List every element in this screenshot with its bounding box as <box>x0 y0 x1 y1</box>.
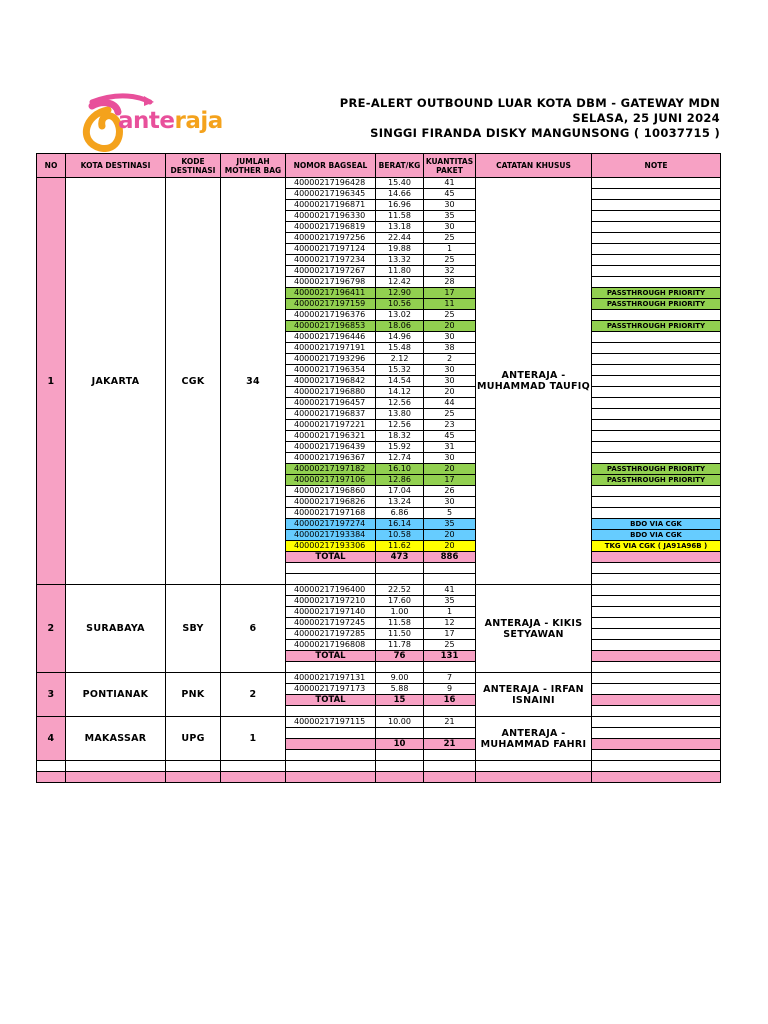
bagseal-cell: 40000217197267 <box>286 266 376 277</box>
berat-cell: 15.92 <box>376 442 424 453</box>
qty-cell: 25 <box>424 255 476 266</box>
bagseal-cell: 40000217193306 <box>286 541 376 552</box>
note-cell <box>592 211 721 222</box>
note-cell <box>592 277 721 288</box>
bagseal-cell: 40000217196842 <box>286 376 376 387</box>
bagseal-cell: 40000217196321 <box>286 431 376 442</box>
note-cell: PASSTHROUGH PRIORITY <box>592 464 721 475</box>
note-cell <box>592 200 721 211</box>
note-cell <box>592 442 721 453</box>
note-cell <box>592 508 721 519</box>
note-cell <box>592 178 721 189</box>
qty-cell: 26 <box>424 486 476 497</box>
note-cell <box>592 189 721 200</box>
table-row <box>37 178 721 189</box>
note-cell <box>592 387 721 398</box>
group-jumlah: 34 <box>221 178 286 585</box>
berat-cell: 18.32 <box>376 431 424 442</box>
qty-cell <box>424 728 476 739</box>
group-jumlah: 2 <box>221 673 286 717</box>
note-cell <box>592 409 721 420</box>
bagseal-cell: 40000217196871 <box>286 200 376 211</box>
berat-cell: 14.54 <box>376 376 424 387</box>
empty-cell <box>376 750 424 761</box>
berat-cell: 11.58 <box>376 618 424 629</box>
group-jumlah: 6 <box>221 585 286 673</box>
bagseal-cell: 40000217196819 <box>286 222 376 233</box>
col-header: CATATAN KHUSUS <box>476 154 592 178</box>
qty-cell: 23 <box>424 420 476 431</box>
qty-cell: 25 <box>424 310 476 321</box>
note-cell <box>592 596 721 607</box>
note-cell: PASSTHROUGH PRIORITY <box>592 475 721 486</box>
group-no: 3 <box>37 673 66 717</box>
note-cell <box>592 310 721 321</box>
note-cell <box>592 266 721 277</box>
berat-cell: 12.74 <box>376 453 424 464</box>
berat-cell: 19.88 <box>376 244 424 255</box>
bagseal-cell: 40000217196446 <box>286 332 376 343</box>
qty-cell: 9 <box>424 684 476 695</box>
col-header: BERAT/KG <box>376 154 424 178</box>
col-header: KUANTITAS PAKET <box>424 154 476 178</box>
empty-cell <box>286 750 376 761</box>
berat-cell: 22.44 <box>376 233 424 244</box>
bagseal-cell: 40000217196808 <box>286 640 376 651</box>
bagseal-cell: 40000217193384 <box>286 530 376 541</box>
empty-cell <box>476 761 592 772</box>
berat-cell: 13.24 <box>376 497 424 508</box>
bagseal-cell: 40000217197131 <box>286 673 376 684</box>
total-qty: 131 <box>424 651 476 662</box>
group-no: 4 <box>37 717 66 761</box>
bagseal-cell: 40000217197285 <box>286 629 376 640</box>
berat-cell: 13.18 <box>376 222 424 233</box>
qty-cell: 35 <box>424 519 476 530</box>
total-note <box>592 695 721 706</box>
berat-cell: 12.42 <box>376 277 424 288</box>
berat-cell: 10.56 <box>376 299 424 310</box>
bagseal-cell: 40000217196428 <box>286 178 376 189</box>
qty-cell: 2 <box>424 354 476 365</box>
qty-cell: 20 <box>424 321 476 332</box>
empty-cell <box>376 706 424 717</box>
qty-cell: 20 <box>424 530 476 541</box>
qty-cell: 28 <box>424 277 476 288</box>
berat-cell: 12.86 <box>376 475 424 486</box>
bagseal-cell: 40000217197182 <box>286 464 376 475</box>
bagseal-cell: 40000217196826 <box>286 497 376 508</box>
total-note <box>592 651 721 662</box>
bagseal-cell: 40000217196853 <box>286 321 376 332</box>
note-cell: BDO VIA CGK <box>592 519 721 530</box>
qty-cell: 25 <box>424 233 476 244</box>
col-header: KOTA DESTINASI <box>66 154 166 178</box>
empty-cell <box>286 706 376 717</box>
empty-cell <box>221 761 286 772</box>
group-kode: CGK <box>166 178 221 585</box>
bagseal-cell: 40000217196330 <box>286 211 376 222</box>
empty-cell <box>286 761 376 772</box>
berat-cell: 15.48 <box>376 343 424 354</box>
berat-cell: 17.04 <box>376 486 424 497</box>
group-jumlah: 1 <box>221 717 286 761</box>
note-cell <box>592 673 721 684</box>
group-no: 1 <box>37 178 66 585</box>
bagseal-cell: 40000217197115 <box>286 717 376 728</box>
spacer-row <box>37 761 721 772</box>
qty-cell: 30 <box>424 365 476 376</box>
empty-cell <box>37 761 66 772</box>
qty-cell: 30 <box>424 376 476 387</box>
berat-cell: 12.90 <box>376 288 424 299</box>
berat-cell: 14.96 <box>376 332 424 343</box>
bagseal-cell <box>286 728 376 739</box>
bagseal-cell: 40000217196439 <box>286 442 376 453</box>
qty-cell: 30 <box>424 332 476 343</box>
col-header: NOMOR BAGSEAL <box>286 154 376 178</box>
note-cell <box>592 354 721 365</box>
group-kota: PONTIANAK <box>66 673 166 717</box>
bagseal-cell: 40000217197168 <box>286 508 376 519</box>
empty-cell <box>592 706 721 717</box>
note-cell <box>592 717 721 728</box>
berat-cell: 10.58 <box>376 530 424 541</box>
empty-cell <box>424 662 476 673</box>
berat-cell: 11.50 <box>376 629 424 640</box>
note-cell <box>592 420 721 431</box>
anteraja-logo-text: anteraja <box>118 108 223 134</box>
col-header: KODE DESTINASI <box>166 154 221 178</box>
bagseal-cell: 40000217197274 <box>286 519 376 530</box>
qty-cell: 25 <box>424 409 476 420</box>
col-header: NOTE <box>592 154 721 178</box>
berat-cell <box>376 728 424 739</box>
bagseal-cell: 40000217193296 <box>286 354 376 365</box>
berat-cell: 14.12 <box>376 387 424 398</box>
note-cell <box>592 497 721 508</box>
berat-cell: 6.86 <box>376 508 424 519</box>
note-cell <box>592 222 721 233</box>
report-person: SINGGI FIRANDA DISKY MANGUNSONG ( 10037715 ) <box>370 126 720 140</box>
berat-cell: 5.88 <box>376 684 424 695</box>
bagseal-cell: 40000217197245 <box>286 618 376 629</box>
empty-cell <box>286 662 376 673</box>
report-date: SELASA, 25 JUNI 2024 <box>572 111 720 125</box>
qty-cell: 38 <box>424 343 476 354</box>
total-berat: 473 <box>376 552 424 563</box>
bagseal-cell: 40000217196860 <box>286 486 376 497</box>
note-cell: PASSTHROUGH PRIORITY <box>592 299 721 310</box>
note-cell: PASSTHROUGH PRIORITY <box>592 288 721 299</box>
table-footer-row <box>37 772 721 783</box>
qty-cell: 31 <box>424 442 476 453</box>
empty-cell <box>424 574 476 585</box>
note-cell <box>592 343 721 354</box>
berat-cell: 1.00 <box>376 607 424 618</box>
qty-cell: 30 <box>424 200 476 211</box>
qty-cell: 17 <box>424 629 476 640</box>
note-cell <box>592 607 721 618</box>
col-header: NO <box>37 154 66 178</box>
qty-cell: 21 <box>424 717 476 728</box>
total-note <box>592 739 721 750</box>
berat-cell: 13.80 <box>376 409 424 420</box>
note-cell <box>592 629 721 640</box>
empty-cell <box>376 574 424 585</box>
qty-cell: 45 <box>424 431 476 442</box>
report-title: PRE-ALERT OUTBOUND LUAR KOTA DBM - GATEWAY MDN <box>339 96 720 110</box>
total-berat: 15 <box>376 695 424 706</box>
berat-cell: 2.12 <box>376 354 424 365</box>
note-cell <box>592 486 721 497</box>
bagseal-cell: 40000217197191 <box>286 343 376 354</box>
berat-cell: 11.58 <box>376 211 424 222</box>
qty-cell: 35 <box>424 596 476 607</box>
qty-cell: 30 <box>424 453 476 464</box>
group-kota: MAKASSAR <box>66 717 166 761</box>
note-cell <box>592 398 721 409</box>
col-header: JUMLAH MOTHER BAG <box>221 154 286 178</box>
note-cell: BDO VIA CGK <box>592 530 721 541</box>
berat-cell: 16.14 <box>376 519 424 530</box>
empty-cell <box>424 706 476 717</box>
berat-cell: 17.60 <box>376 596 424 607</box>
empty-cell <box>592 750 721 761</box>
bagseal-cell: 40000217197210 <box>286 596 376 607</box>
group-catatan: ANTERAJA - MUHAMMAD TAUFIQ <box>476 178 592 585</box>
berat-cell: 11.62 <box>376 541 424 552</box>
total-berat: 76 <box>376 651 424 662</box>
group-catatan: ANTERAJA - IRFAN ISNAINI <box>476 673 592 717</box>
qty-cell: 1 <box>424 607 476 618</box>
note-cell <box>592 728 721 739</box>
qty-cell: 41 <box>424 178 476 189</box>
berat-cell: 12.56 <box>376 420 424 431</box>
berat-cell: 22.52 <box>376 585 424 596</box>
note-cell <box>592 684 721 695</box>
bagseal-cell: 40000217197140 <box>286 607 376 618</box>
bagseal-cell: 40000217197221 <box>286 420 376 431</box>
bagseal-cell: 40000217196345 <box>286 189 376 200</box>
group-kota: JAKARTA <box>66 178 166 585</box>
total-qty: 16 <box>424 695 476 706</box>
berat-cell: 15.40 <box>376 178 424 189</box>
berat-cell: 15.32 <box>376 365 424 376</box>
total-qty: 886 <box>424 552 476 563</box>
total-label <box>286 739 376 750</box>
empty-cell <box>424 750 476 761</box>
empty-cell <box>592 563 721 574</box>
qty-cell: 20 <box>424 464 476 475</box>
bagseal-cell: 40000217196880 <box>286 387 376 398</box>
total-berat: 10 <box>376 739 424 750</box>
berat-cell: 13.02 <box>376 310 424 321</box>
note-cell <box>592 255 721 266</box>
bagseal-cell: 40000217196798 <box>286 277 376 288</box>
empty-cell <box>286 563 376 574</box>
berat-cell: 12.56 <box>376 398 424 409</box>
group-kota: SURABAYA <box>66 585 166 673</box>
berat-cell: 18.06 <box>376 321 424 332</box>
note-cell <box>592 640 721 651</box>
qty-cell: 7 <box>424 673 476 684</box>
note-cell <box>592 618 721 629</box>
empty-cell <box>376 761 424 772</box>
bagseal-cell: 40000217197173 <box>286 684 376 695</box>
qty-cell: 11 <box>424 299 476 310</box>
group-no: 2 <box>37 585 66 673</box>
qty-cell: 30 <box>424 222 476 233</box>
qty-cell: 5 <box>424 508 476 519</box>
bagseal-cell: 40000217196457 <box>286 398 376 409</box>
empty-cell <box>424 563 476 574</box>
note-cell <box>592 244 721 255</box>
bagseal-cell: 40000217196400 <box>286 585 376 596</box>
group-catatan: ANTERAJA - KIKIS SETYAWAN <box>476 585 592 673</box>
empty-cell <box>376 662 424 673</box>
qty-cell: 17 <box>424 288 476 299</box>
bagseal-cell: 40000217197159 <box>286 299 376 310</box>
qty-cell: 44 <box>424 398 476 409</box>
empty-cell <box>66 761 166 772</box>
note-cell <box>592 332 721 343</box>
qty-cell: 1 <box>424 244 476 255</box>
qty-cell: 12 <box>424 618 476 629</box>
bagseal-cell: 40000217197256 <box>286 233 376 244</box>
total-label: TOTAL <box>286 651 376 662</box>
qty-cell: 32 <box>424 266 476 277</box>
group-kode: UPG <box>166 717 221 761</box>
table-body <box>37 178 721 772</box>
note-cell: PASSTHROUGH PRIORITY <box>592 321 721 332</box>
note-cell <box>592 376 721 387</box>
qty-cell: 30 <box>424 497 476 508</box>
group-catatan: ANTERAJA - MUHAMMAD FAHRI <box>476 717 592 761</box>
table-header-row <box>37 154 721 178</box>
empty-cell <box>166 761 221 772</box>
berat-cell: 11.80 <box>376 266 424 277</box>
table-row <box>37 673 721 684</box>
note-cell <box>592 233 721 244</box>
note-cell <box>592 365 721 376</box>
note-cell <box>592 453 721 464</box>
berat-cell: 11.78 <box>376 640 424 651</box>
note-cell <box>592 585 721 596</box>
table-row <box>37 585 721 596</box>
qty-cell: 35 <box>424 211 476 222</box>
note-cell: TKG VIA CGK ( JA91A96B ) <box>592 541 721 552</box>
bagseal-cell: 40000217196837 <box>286 409 376 420</box>
group-kode: PNK <box>166 673 221 717</box>
table-row <box>37 717 721 728</box>
bagseal-cell: 40000217196354 <box>286 365 376 376</box>
group-kode: SBY <box>166 585 221 673</box>
total-label: TOTAL <box>286 552 376 563</box>
qty-cell: 25 <box>424 640 476 651</box>
empty-cell <box>376 563 424 574</box>
bagseal-cell: 40000217196376 <box>286 310 376 321</box>
total-qty: 21 <box>424 739 476 750</box>
qty-cell: 17 <box>424 475 476 486</box>
bagseal-cell: 40000217197234 <box>286 255 376 266</box>
qty-cell: 41 <box>424 585 476 596</box>
berat-cell: 9.00 <box>376 673 424 684</box>
manifest-table <box>36 153 721 783</box>
note-cell <box>592 431 721 442</box>
bagseal-cell: 40000217197124 <box>286 244 376 255</box>
total-note <box>592 552 721 563</box>
berat-cell: 16.96 <box>376 200 424 211</box>
empty-cell <box>286 574 376 585</box>
berat-cell: 14.66 <box>376 189 424 200</box>
qty-cell: 45 <box>424 189 476 200</box>
total-label: TOTAL <box>286 695 376 706</box>
qty-cell: 20 <box>424 387 476 398</box>
berat-cell: 13.32 <box>376 255 424 266</box>
qty-cell: 20 <box>424 541 476 552</box>
berat-cell: 16.10 <box>376 464 424 475</box>
berat-cell: 10.00 <box>376 717 424 728</box>
bagseal-cell: 40000217197106 <box>286 475 376 486</box>
bagseal-cell: 40000217196367 <box>286 453 376 464</box>
empty-cell <box>424 761 476 772</box>
empty-cell <box>592 662 721 673</box>
empty-cell <box>592 761 721 772</box>
bagseal-cell: 40000217196411 <box>286 288 376 299</box>
empty-cell <box>592 574 721 585</box>
